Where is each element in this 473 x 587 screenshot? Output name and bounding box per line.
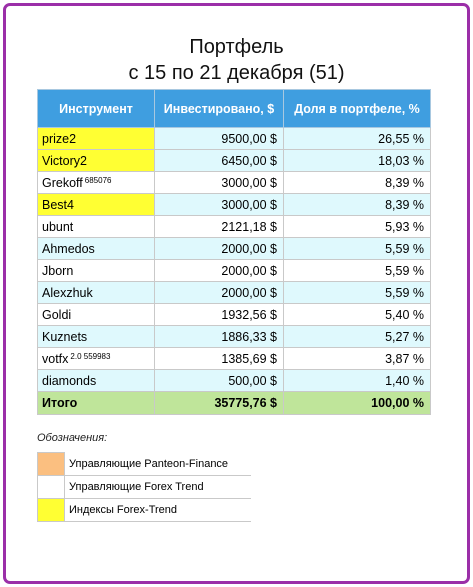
- legend-item: [38, 499, 252, 522]
- share-cell: 1,40 %: [284, 370, 431, 392]
- instrument-name: votfx: [42, 351, 69, 366]
- invested-cell: 6450,00 $: [155, 150, 284, 172]
- table-row: [38, 282, 431, 304]
- table-row: [38, 304, 431, 326]
- instrument-cell: [38, 282, 155, 304]
- instrument-cell: [38, 128, 155, 150]
- share-cell: 18,03 %: [284, 150, 431, 172]
- instrument-code: 685076: [84, 175, 112, 185]
- invested-cell: 2000,00 $: [155, 238, 284, 260]
- legend-swatch: [38, 499, 65, 522]
- legend-item: [38, 453, 252, 476]
- invested-cell: 3000,00 $: [155, 172, 284, 194]
- instrument-name: Alexzhuk: [42, 285, 93, 300]
- invested-cell: 2000,00 $: [155, 282, 284, 304]
- table-row: [38, 238, 431, 260]
- instrument-cell: [38, 216, 155, 238]
- share-cell: 5,27 %: [284, 326, 431, 348]
- legend-swatch: [38, 453, 65, 476]
- share-cell: 5,93 %: [284, 216, 431, 238]
- page-title: Портфель: [189, 36, 284, 58]
- instrument-name: Ahmedos: [42, 241, 95, 256]
- legend-label: Управляющие Panteon-Finance: [65, 453, 252, 476]
- instrument-name: Jborn: [42, 263, 74, 278]
- instrument-cell: [38, 348, 155, 370]
- instrument-cell: [38, 304, 155, 326]
- table-row: [38, 348, 431, 370]
- share-cell: 26,55 %: [284, 128, 431, 150]
- instrument-cell: [38, 238, 155, 260]
- instrument-name: Best4: [42, 197, 74, 212]
- table-row: [38, 326, 431, 348]
- table-row: [38, 370, 431, 392]
- instrument-cell: [38, 260, 155, 282]
- share-cell: 5,40 %: [284, 304, 431, 326]
- table-row: [38, 128, 431, 150]
- legend-label: Индексы Forex-Trend: [65, 499, 252, 522]
- share-cell: 8,39 %: [284, 194, 431, 216]
- invested-cell: 2000,00 $: [155, 260, 284, 282]
- table-header-row: [38, 90, 431, 128]
- portfolio-table: [37, 89, 431, 415]
- share-cell: 5,59 %: [284, 238, 431, 260]
- share-cell: 8,39 %: [284, 172, 431, 194]
- instrument-cell: [38, 326, 155, 348]
- legend-label: Управляющие Forex Trend: [65, 476, 252, 499]
- total-invested: 35775,76 $: [155, 392, 284, 415]
- share-cell: 5,59 %: [284, 260, 431, 282]
- invested-cell: 1932,56 $: [155, 304, 284, 326]
- total-row: [38, 392, 431, 415]
- instrument-name: diamonds: [42, 373, 97, 388]
- table-body: [38, 128, 431, 392]
- table-row: [38, 260, 431, 282]
- invested-cell: 1886,33 $: [155, 326, 284, 348]
- legend-item: [38, 476, 252, 499]
- share-cell: 5,59 %: [284, 282, 431, 304]
- instrument-name: Kuznets: [42, 329, 88, 344]
- instrument-cell: [38, 370, 155, 392]
- invested-cell: 1385,69 $: [155, 348, 284, 370]
- total-label: Итого: [38, 392, 155, 415]
- instrument-cell: [38, 194, 155, 216]
- instrument-cell: [38, 172, 155, 194]
- instrument-name: prize2: [42, 131, 77, 146]
- column-header-instrument: Инструмент: [38, 90, 155, 128]
- legend-table: [37, 452, 251, 522]
- table-row: [38, 150, 431, 172]
- invested-cell: 9500,00 $: [155, 128, 284, 150]
- instrument-name: Grekoff: [42, 175, 83, 190]
- page-subtitle: с 15 по 21 декабря (51): [128, 62, 345, 84]
- table-row: [38, 172, 431, 194]
- instrument-name: ubunt: [42, 219, 74, 234]
- legend-title: Обозначения:: [37, 432, 108, 444]
- instrument-name: Victory2: [42, 153, 87, 168]
- table-row: [38, 216, 431, 238]
- instrument-code: 2.0 559983: [70, 351, 111, 361]
- instrument-name: Goldi: [42, 307, 72, 322]
- table-row: [38, 194, 431, 216]
- invested-cell: 500,00 $: [155, 370, 284, 392]
- instrument-cell: [38, 150, 155, 172]
- legend-swatch: [38, 476, 65, 499]
- column-header-share: Доля в портфеле, %: [284, 90, 431, 128]
- invested-cell: 2121,18 $: [155, 216, 284, 238]
- share-cell: 3,87 %: [284, 348, 431, 370]
- column-header-invested: Инвестировано, $: [155, 90, 284, 128]
- total-share: 100,00 %: [284, 392, 431, 415]
- invested-cell: 3000,00 $: [155, 194, 284, 216]
